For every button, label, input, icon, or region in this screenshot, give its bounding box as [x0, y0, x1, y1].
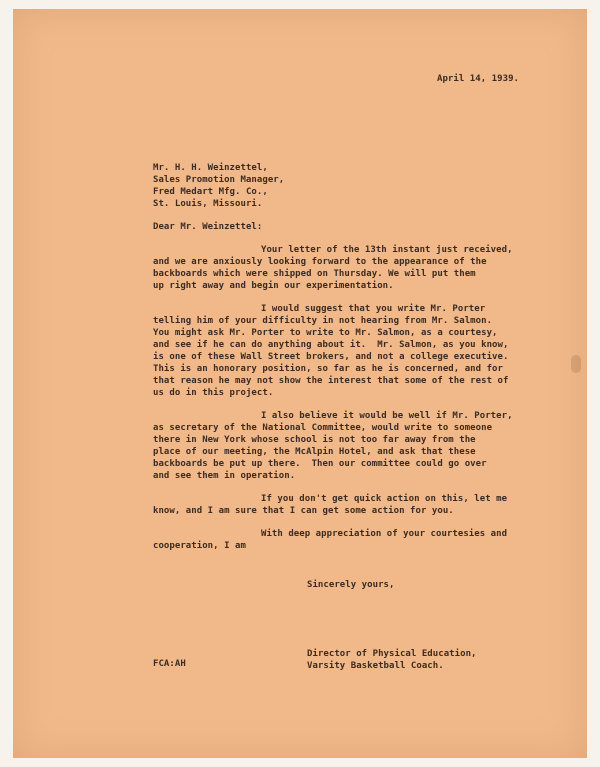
paragraph-line: that reason he may not show the interest that some of the rest of [153, 376, 509, 386]
paragraph-line: This is an honorary position, so far as he is concerned, and for [153, 364, 503, 374]
paragraph-line: up right away and begin our experimentation. [153, 281, 394, 291]
paragraph-line: as secretary of the National Committee, would write to someone [153, 423, 493, 433]
paragraph-line: and we are anxiously looking forward to the appearance of the [153, 257, 487, 267]
recipient-name: Mr. H. H. Weinzettel, [153, 163, 268, 173]
paragraph-line: backboards be put up there. Then our committee could go over [153, 459, 487, 469]
paragraph-line: know, and I am sure that I can get some action for you. [153, 506, 454, 516]
paragraph-line: I also believe it would be well if Mr. Porter, [261, 411, 513, 421]
paragraph-line: and see if he can do anything about it. Mr. Salmon, as you know, [153, 340, 509, 350]
punch-hole [571, 355, 581, 373]
paragraph-line: If you don't get quick action on this, let me [261, 494, 508, 504]
paragraph-line: and see them in operation. [153, 471, 296, 481]
closing: Sincerely yours, [307, 580, 395, 590]
paragraph-line: us do in this project. [153, 388, 274, 398]
paragraph-line: place of our meeting, the McAlpin Hotel, and ask that these [153, 447, 476, 457]
paragraph-line: is one of these Wall Street brokers, and not a college executive. [153, 352, 509, 362]
paragraph-line: I would suggest that you write Mr. Porter [261, 304, 486, 314]
paragraph-line: telling him of your difficulty in not hearing from Mr. Salmon. [153, 316, 493, 326]
letter-date: April 14, 1939. [437, 74, 520, 84]
recipient-title: Sales Promotion Manager, [153, 175, 285, 185]
paragraph-line: With deep appreciation of your courtesies and [261, 529, 508, 539]
paragraph-line: You might ask Mr. Porter to write to Mr. Salmon, as a courtesy, [153, 328, 498, 338]
paragraph-line: there in New York whose school is not too far away from the [153, 435, 476, 445]
salutation: Dear Mr. Weinzettel: [153, 222, 263, 232]
signature-title: Director of Physical Education, [307, 649, 477, 659]
paragraph-line: backboards which were shipped on Thursday. We will put them [153, 269, 476, 279]
paragraph-line: Your letter of the 13th instant just received, [261, 245, 513, 255]
paragraph-line: cooperation, I am [153, 541, 246, 551]
typist-initials: FCA:AH [153, 659, 186, 669]
recipient-city: St. Louis, Missouri. [153, 199, 263, 209]
signature-title: Varsity Basketball Coach. [307, 661, 444, 671]
recipient-company: Fred Medart Mfg. Co., [153, 187, 268, 197]
